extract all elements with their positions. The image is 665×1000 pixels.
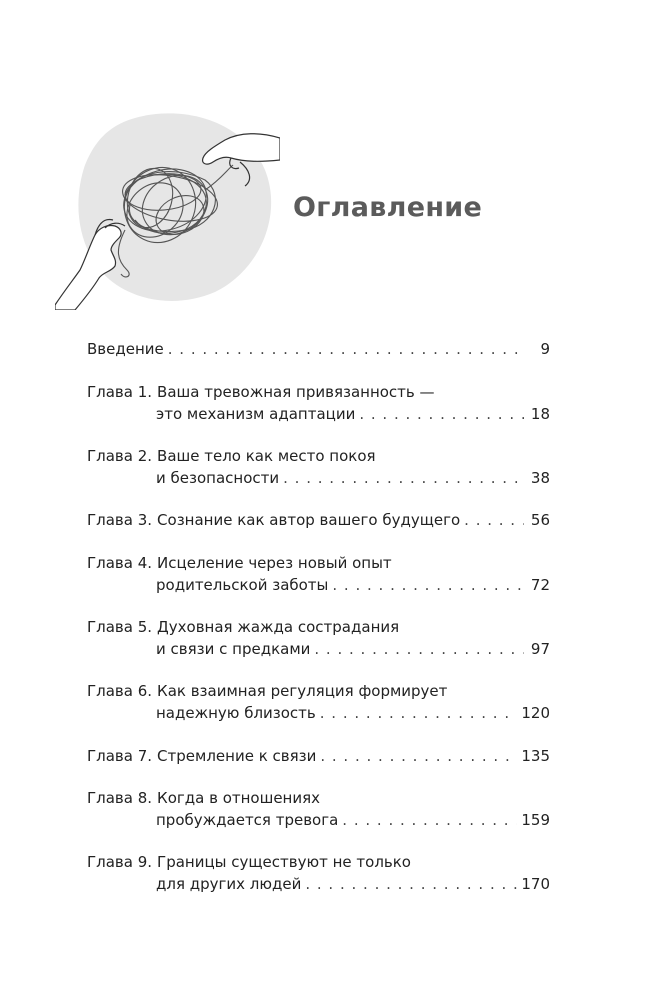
toc-entry-line <box>87 467 550 489</box>
dot-leader <box>359 403 524 425</box>
dot-leader <box>283 467 524 489</box>
chapter-number: Глава 8. <box>87 789 153 807</box>
dot-leader <box>342 809 517 831</box>
toc-entry[interactable] <box>87 851 550 895</box>
chapter-title: Границы существуют не только <box>157 853 411 871</box>
page-number: 56 <box>530 511 550 529</box>
page-number: 159 <box>521 811 550 829</box>
chapter-number: Глава 9. <box>87 853 153 871</box>
chapter-number: Глава 5. <box>87 618 153 636</box>
toc-entry-line <box>87 638 550 660</box>
hands-untangling-thread-illustration <box>55 110 280 310</box>
toc-entry[interactable] <box>87 509 550 531</box>
chapter-title: Как взаимная регуляция формирует <box>157 682 448 700</box>
toc-entry-line <box>87 381 550 403</box>
chapter-number: Глава 4. <box>87 554 153 572</box>
chapter-title: надежную близость <box>156 704 316 722</box>
chapter-title: и связи с предками <box>156 640 311 658</box>
chapter-title: Введение <box>87 340 164 358</box>
dot-leader <box>320 702 518 724</box>
toc-entry[interactable] <box>87 787 550 831</box>
page-number: 9 <box>540 340 550 358</box>
toc-entry[interactable] <box>87 552 550 596</box>
chapter-title: Стремление к связи <box>157 747 317 765</box>
toc-entry-line <box>87 403 550 425</box>
chapter-number: Глава 1. <box>87 383 153 401</box>
chapter-title: Ваше тело как место покоя <box>157 447 376 465</box>
toc-entry[interactable] <box>87 616 550 660</box>
dot-leader <box>168 338 524 360</box>
toc-entry-line <box>87 787 550 809</box>
toc-entry[interactable] <box>87 445 550 489</box>
toc-entry-line <box>87 445 550 467</box>
dot-leader <box>305 873 517 895</box>
chapter-title: Ваша тревожная привязанность — <box>157 383 435 401</box>
page-title: Оглавление <box>293 192 483 223</box>
chapter-number: Глава 3. <box>87 511 153 529</box>
chapter-title: пробуждается тревога <box>156 811 339 829</box>
dot-leader <box>464 509 524 531</box>
toc-entry-line <box>87 809 550 831</box>
chapter-title: родительской заботы <box>156 576 329 594</box>
page-number: 120 <box>521 704 550 722</box>
toc-entry-line <box>87 552 550 574</box>
toc-entry[interactable] <box>87 381 550 425</box>
dot-leader <box>332 574 524 596</box>
toc-entry-line <box>87 616 550 638</box>
chapter-title: Исцеление через новый опыт <box>157 554 392 572</box>
page-number: 170 <box>521 875 550 893</box>
toc-entry-line <box>87 745 550 767</box>
page-number: 135 <box>521 747 550 765</box>
chapter-number: Глава 2. <box>87 447 153 465</box>
dot-leader <box>320 745 517 767</box>
dot-leader <box>314 638 524 660</box>
page-number: 72 <box>530 576 550 594</box>
toc-entry-line <box>87 509 550 531</box>
toc-entry-line <box>87 680 550 702</box>
page-number: 38 <box>530 469 550 487</box>
toc-entry-line <box>87 851 550 873</box>
chapter-title: для других людей <box>156 875 302 893</box>
chapter-number: Глава 7. <box>87 747 153 765</box>
toc-entry[interactable] <box>87 745 550 767</box>
toc-entry-line <box>87 873 550 895</box>
toc-entry-line <box>87 574 550 596</box>
toc-entry[interactable] <box>87 680 550 724</box>
table-of-contents <box>87 338 550 895</box>
chapter-title: Духовная жажда сострадания <box>157 618 400 636</box>
page-number: 18 <box>530 405 550 423</box>
chapter-title: это механизм адаптации <box>156 405 356 423</box>
page-number: 97 <box>530 640 550 658</box>
chapter-number: Глава 6. <box>87 682 153 700</box>
toc-entry-line <box>87 338 550 360</box>
chapter-title: Когда в отношениях <box>157 789 321 807</box>
chapter-title: Сознание как автор вашего будущего <box>157 511 461 529</box>
toc-entry-line <box>87 702 550 724</box>
toc-entry[interactable] <box>87 338 550 360</box>
chapter-title: и безопасности <box>156 469 280 487</box>
